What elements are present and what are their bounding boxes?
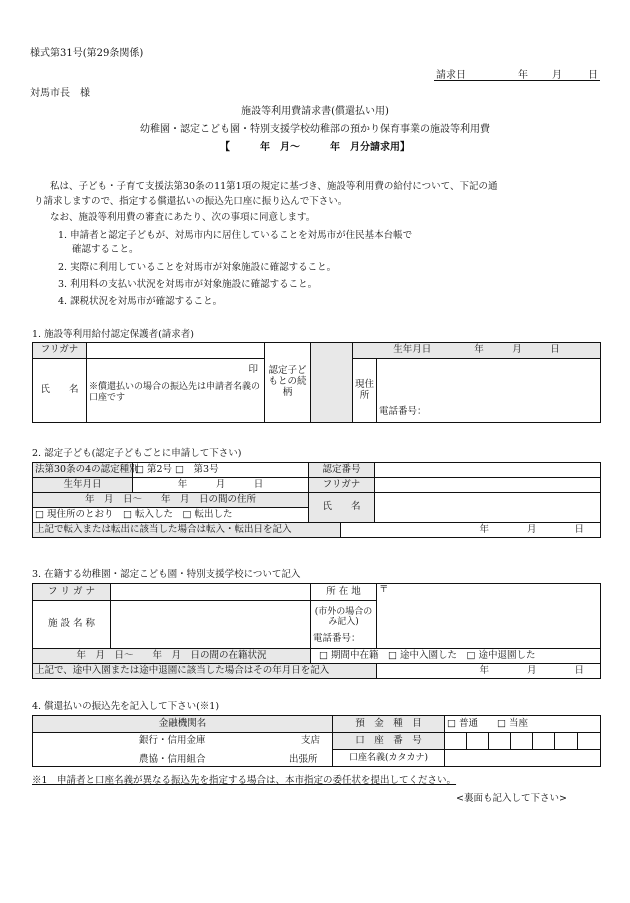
s3-facility-name-label: 施 設 名 称 [33,601,111,649]
section1-table [32,342,601,423]
s3-mid-note: 上記で、途中入園または途中退園に該当した場合はその年月日を記入 [33,664,377,679]
consent-item-1: 1. 申請者と認定子どもが、対馬市内に居住していることを対馬市が住民基本台帳で [58,230,413,241]
s2-furigana-input[interactable] [375,478,601,493]
s2-cert-no-label: 認定番号 [309,463,375,478]
s2-birth-label: 生年月日 [33,478,133,493]
s2-birth-ymd[interactable]: 年 月 日 [133,478,309,493]
s1-birth-ymd[interactable]: 年 月 日 [474,344,560,356]
account-digit-1[interactable] [445,733,467,750]
section4-heading: 4. 償還払いの振込先を記入して下さい(※1) [32,701,220,712]
section1-heading: 1. 施設等利用給付認定保護者(請求者) [32,329,194,340]
request-date-underline [434,80,600,81]
s1-name-input[interactable] [87,359,265,423]
s1-address-input[interactable] [377,359,601,423]
s1-furigana-label: フリガナ [33,343,87,359]
s3-furigana-input[interactable] [111,584,311,601]
s4-bank-type-2: 農協・信用組合 [139,754,206,765]
s1-name-label: 氏 名 [33,359,87,423]
request-date-day: 日 [588,70,598,81]
seal-mark: 印 [248,364,258,375]
intro-p1a: 私は、子ども・子育て支援法第30条の11第1項の規定に基づき、施設等利用費の給付について、下記の通 [50,181,498,192]
s3-mid-date[interactable]: 年 月 日 [377,664,601,679]
request-date-label: 請求日 [436,70,466,81]
intro-p1b: り請求しますので、指定する償還払いの振込先口座に振り込んで下さい。 [34,196,348,207]
back-side-note: <裏面も記入して下さい> [456,793,567,804]
addressee: 対馬市長 様 [30,88,90,99]
account-digit-2[interactable] [467,733,489,750]
s2-move-date[interactable]: 年 月 日 [341,523,601,538]
intro-p2: なお、施設等利用費の審査にあたり、次の事項に同意します。 [50,212,316,223]
section4-table [32,715,601,767]
s4-deposit-type-options[interactable]: □ 普通 □ 当座 [445,716,601,733]
s2-cert-no-input[interactable] [375,463,601,478]
request-date-month: 月 [552,70,562,81]
request-date-year: 年 [518,70,528,81]
s1-name-note: ※償還払いの場合の振込先は申請者名義の口座です [89,381,261,404]
postal-mark: 〒 [379,584,389,595]
title-line2: 幼稚園・認定こども園・特別支援学校幼稚部の預かり保育事業の施設等利用費 [140,124,490,135]
s4-deposit-type-label: 預 金 種 目 [333,716,445,733]
s3-status-options[interactable]: □ 期間中在籍 □ 途中入園した □ 途中退園した [311,649,601,664]
section3-heading: 3. 在籍する幼稚園・認定こども園・特別支援学校について記入 [32,569,301,580]
s4-bank-name-label: 金融機関名 [33,716,333,733]
s1-phone-label: 電話番号： [379,406,427,418]
s3-phone-label: 電話番号： [313,633,361,645]
account-digit-7[interactable] [578,733,601,750]
s4-branch-type-2: 出張所 [289,754,318,765]
consent-item-1-cont: 確認すること。 [72,244,139,255]
s3-facility-name-input[interactable] [111,601,311,649]
s2-type-label: 法第30条の4の認定種別 [33,463,133,478]
consent-item-3: 3. 利用料の支払い状況を対馬市が対象施設に確認すること。 [58,279,318,290]
form-number: 様式第31号(第29条関係) [30,48,144,59]
s1-birth-row [353,343,601,359]
s2-name-label: 氏 名 [309,493,375,523]
title-line3: 【 年 月〜 年 月分請求用】 [220,142,410,153]
s2-furigana-label: フリガナ [309,478,375,493]
s4-account-holder-input[interactable] [445,750,601,767]
consent-item-4: 4. 課税状況を対馬市が確認すること。 [58,296,223,307]
s3-furigana-label: フ リ ガ ナ [33,584,111,601]
s1-relation-input[interactable] [311,343,353,423]
footer-note: ※1 申請者と口座名義が異なる振込先を指定する場合は、本市指定の委任状を提出してください。 [32,775,457,786]
s2-type-options[interactable]: □ 第2号 □ 第3号 [133,463,309,478]
s3-location-label: 所 在 地 [311,584,377,601]
section2-table [32,462,601,538]
section3-table [32,583,601,679]
s4-bank-name-input[interactable] [33,733,333,767]
s3-period-status-label: 年 月 日〜 年 月 日の間の在籍状況 [33,649,311,664]
s4-branch-type-1: 支店 [301,735,321,746]
consent-item-2: 2. 実際に利用していることを対馬市が対象施設に確認すること。 [58,262,337,273]
s1-birth-label: 生年月日 [393,344,432,356]
s3-outside-note: (市外の場合のみ記入) [311,601,377,649]
s2-move-note: 上記で転入または転出に該当した場合は転入・転出日を記入 [33,523,341,538]
account-digit-6[interactable] [555,733,578,750]
s2-period-address-label: 年 月 日〜 年 月 日の間の住所 [33,493,309,508]
section2-heading: 2. 認定子ども(認定子どもごとに申請して下さい) [32,448,242,459]
account-digit-4[interactable] [511,733,533,750]
account-digit-5[interactable] [533,733,555,750]
s4-account-holder-label: 口座名義(カタカナ) [333,750,445,767]
s1-address-label: 現住所 [353,359,377,423]
s2-name-input[interactable] [375,493,601,523]
s1-relation-label: 認定子どもとの続柄 [265,343,311,423]
s1-furigana-input[interactable] [87,343,265,359]
title-line1: 施設等利用費請求書(償還払い用) [241,106,389,117]
s4-bank-type-1: 銀行・信用金庫 [139,735,206,746]
s2-address-options[interactable]: □ 現住所のとおり □ 転入した □ 転出した [33,508,309,523]
account-digit-3[interactable] [489,733,511,750]
s4-account-no-label: 口 座 番 号 [333,733,445,750]
